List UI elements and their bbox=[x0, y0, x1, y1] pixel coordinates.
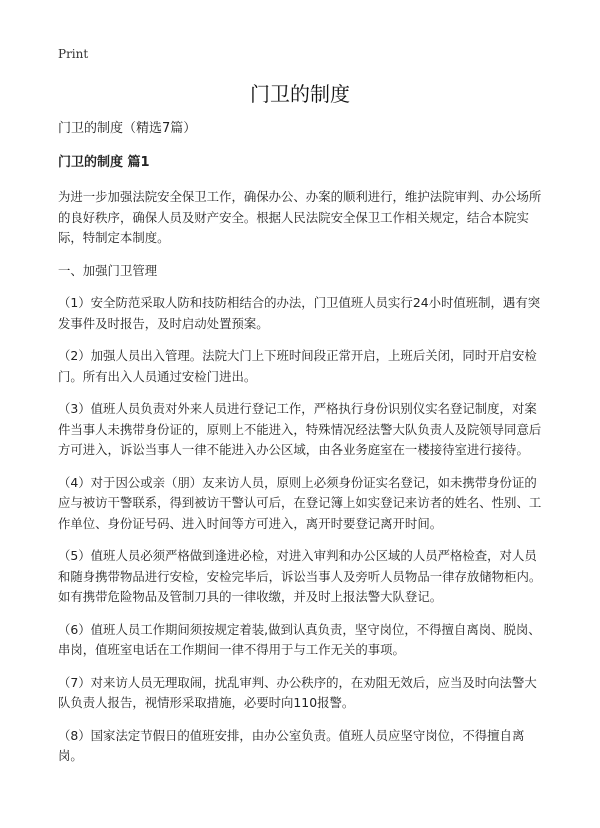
paragraph-item-7: （7）对来访人员无理取闹，扰乱审判、办公秩序的，在劝阻无效后，应当及时向法警大队负责人报告，视情形采取措施，必要时向110报警。 bbox=[58, 674, 537, 710]
document-body bbox=[58, 119, 542, 779]
paragraph-item-2: （2）加强人员出入管理。法院大门上下班时间段正常开启，上班后关闭，同时开启安检门。所有出入人员通过安检门进出。 bbox=[58, 348, 537, 384]
print-link[interactable]: Print bbox=[58, 47, 89, 61]
paragraph-item-1: （1）安全防范采取人防和技防相结合的办法，门卫值班人员实行24小时值班制，遇有突发事件及时报告，及时启动处置预案。 bbox=[58, 295, 541, 331]
paragraph-item-4: （4）对于因公或亲（朋）友来访人员，原则上必须身份证实名登记，如未携带身份证的应与被访干警联系，得到被访干警认可后，在登记簿上如实登记来访者的姓名、性别、工作单位、身份证号码、进入时间等方可进入，离开时要登记离开时间。 bbox=[58, 474, 542, 531]
paragraph-item-6: （6）值班人员工作期间须按规定着装,做到认真负责，坚守岗位，不得擅自离岗、脱岗、串岗，值班室电话在工作期间一律不得用于与工作无关的事项。 bbox=[58, 621, 541, 657]
paragraph-item-5: （5）值班人员必须严格做到逢进必检，对进入审判和办公区域的人员严格检查，对人员和随身携带物品进行安检，安检完毕后，诉讼当事人及旁听人员物品一律存放储物柜内。如有携带危险物品及管制刀具的一律收缴，并及时上报法警大队登记。 bbox=[58, 548, 542, 604]
section-heading: 门卫的制度 篇1 bbox=[58, 155, 150, 170]
paragraph-intro: 为进一步加强法院安全保卫工作，确保办公、办案的顺利进行，维护法院审判、办公场所的良好秩序，确保人员及财产安全。根据人民法院安全保卫工作相关规定，结合本院实际，特制定本制度。 bbox=[58, 189, 542, 245]
paragraph-item-3: （3）值班人员负责对外来人员进行登记工作，严格执行身份识别仪实名登记制度，对案件当事人未携带身份证的，原则上不能进入，特殊情况经法警大队负责人及院领导同意后方可进入，诉讼当事人一律不能进入办公区域，由各业务庭室在一楼接待室进行接待。 bbox=[58, 401, 542, 457]
paragraph-item-8: （8）国家法定节假日的值班安排，由办公室负责。值班人员应坚守岗位，不得擅自离岗。 bbox=[58, 727, 525, 763]
page-title: 门卫的制度 bbox=[250, 82, 350, 106]
paragraph-heading-1: 一、加强门卫管理 bbox=[58, 262, 158, 278]
document-subtitle: 门卫的制度（精选7篇） bbox=[58, 121, 197, 136]
